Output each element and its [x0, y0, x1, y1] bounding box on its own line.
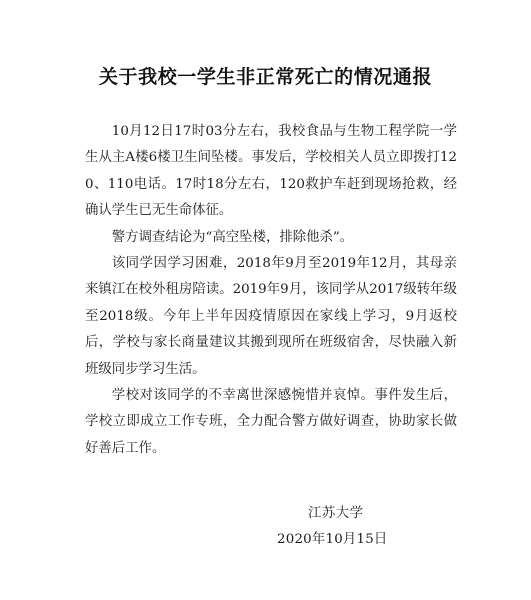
signature-date: 2020年10月15日 — [277, 532, 388, 547]
paragraph-background: 该同学因学习困难，2018年9月至2019年12月，其母亲来镇江在校外租房陪读。2019年9月，该同学从2017级转年级至2018级。今年上半年因疫情原因在家线上学习，9月返校后，学校与家长商量建议其搬到现所在班级宿舍，尽快融入新班级同步学习生活。 — [85, 256, 457, 377]
paragraph-incident: 10月12日17时03分左右，我校食品与生物工程学院一学生从主A楼6楼卫生间坠楼。事发后，学校相关人员立即拨打120、110电话。17时18分左右，120救护车赶到现场抢救，经确认学生已无生命体征。 — [85, 124, 457, 219]
document-body — [85, 119, 457, 462]
paragraph-school-response: 学校对该同学的不幸离世深感惋惜并哀悼。事件发生后，学校立即成立工作专班，全力配合警方做好调查，协助家长做好善后工作。 — [85, 388, 457, 456]
paragraph-police-conclusion: 警方调查结论为“高空坠楼，排除他杀”。 — [111, 229, 354, 245]
document-title: 关于我校一学生非正常死亡的情况通报 — [98, 66, 433, 88]
signature-organization: 江苏大学 — [308, 506, 364, 521]
